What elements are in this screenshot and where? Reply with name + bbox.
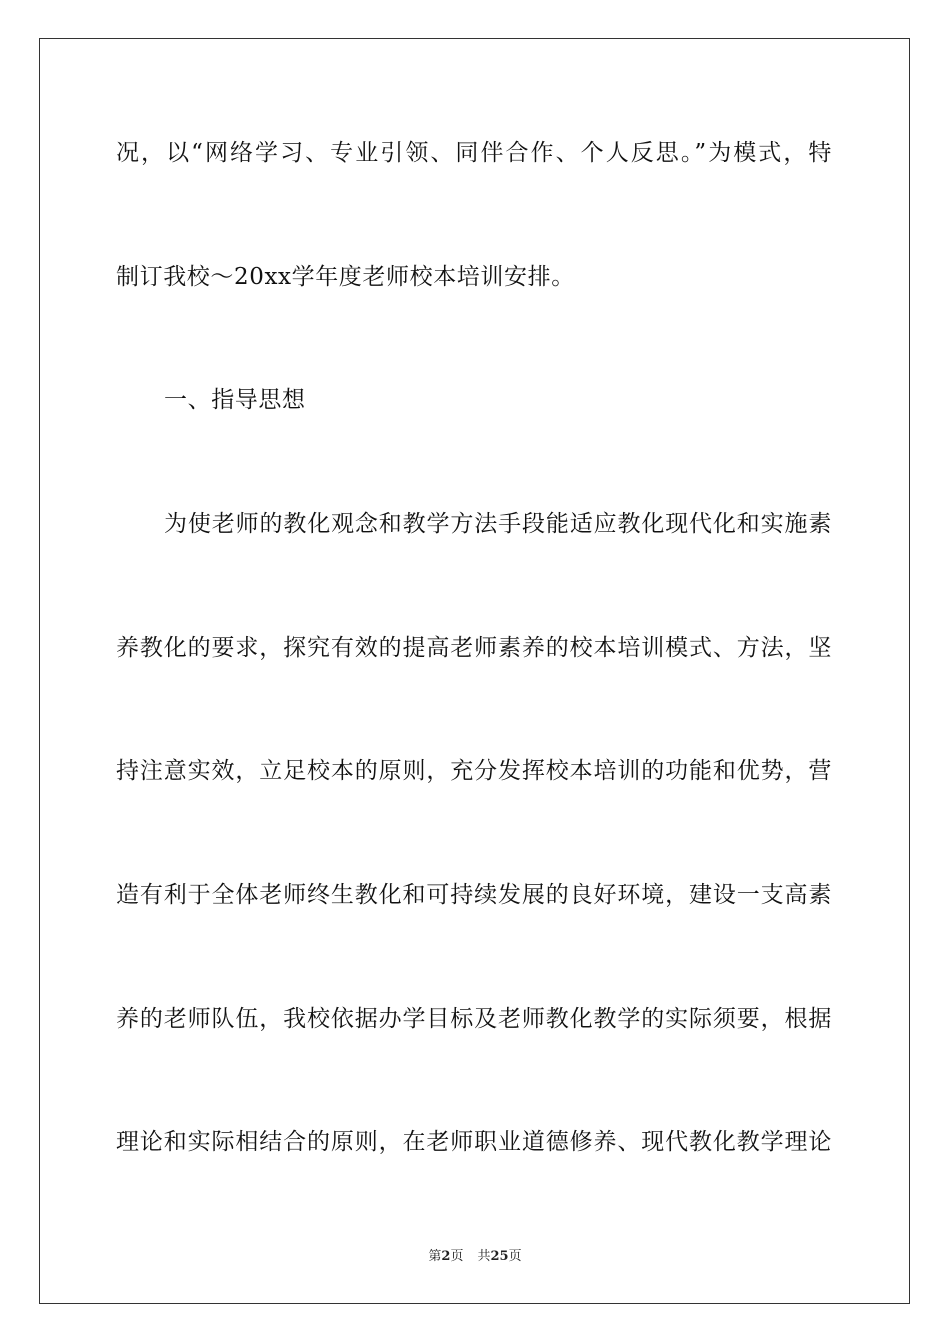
body-line-9: 理论和实际相结合的原则，在老师职业道德修养、现代教化教学理论 — [116, 1129, 832, 1155]
page-suffix: 页 — [450, 1249, 464, 1264]
body-line-8: 养的老师队伍，我校依据办学目标及老师教化教学的实际须要，根据 — [116, 1006, 832, 1032]
total-suffix: 页 — [508, 1249, 522, 1264]
body-line-1: 况，以“网络学习、专业引领、同伴合作、个人反思。”为模式，特 — [116, 140, 832, 166]
body-line-4: 为使老师的教化观念和教学方法手段能适应教化现代化和实施素 — [164, 511, 832, 537]
page-prefix: 第 — [428, 1249, 442, 1264]
body-line-2: 制订我校～20xx学年度老师校本培训安排。 — [116, 264, 575, 290]
page-current: 2 — [441, 1249, 451, 1264]
page-border — [39, 38, 910, 1304]
total-prefix: 共 — [477, 1249, 491, 1264]
body-line-5: 养教化的要求，探究有效的提高老师素养的校本培训模式、方法，坚 — [116, 635, 832, 661]
section-heading: 一、指导思想 — [164, 387, 306, 413]
body-line-7: 造有利于全体老师终生教化和可持续发展的良好环境，建设一支高素 — [116, 882, 832, 908]
page-footer — [0, 1248, 950, 1266]
page-total: 25 — [490, 1249, 509, 1264]
body-line-6: 持注意实效，立足校本的原则，充分发挥校本培训的功能和优势，营 — [116, 758, 832, 784]
